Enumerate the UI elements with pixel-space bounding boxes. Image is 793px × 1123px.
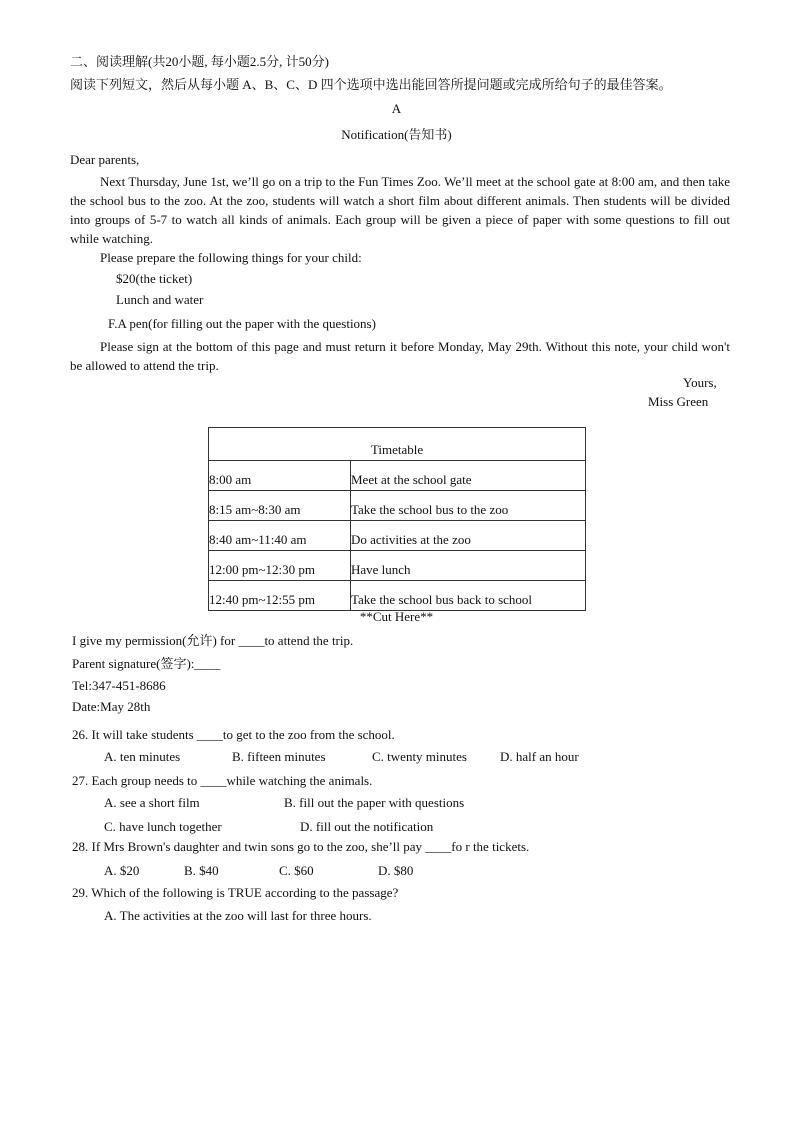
list-item: $20(the ticket) <box>116 271 193 286</box>
passage-label: A <box>391 101 402 116</box>
paragraph-1: Next Thursday, June 1st, we’ll go on a trip to the Fun Times Zoo. We’ll meet at the school gate at 8:00 am, and then take the school bus to the zoo. At the zoo, students will watch a short film about different animals. Then students will be divided into groups of 5-7 to watch all kinds of animals. Each group will be given a piece of paper with some questions to fill out while watching. <box>70 174 730 246</box>
salutation: Dear parents, <box>70 152 140 167</box>
question-stem: 29. Which of the following is TRUE according to the passage? <box>72 885 399 900</box>
table-row <box>209 491 586 521</box>
list-item: F.A pen(for filling out the paper with the questions) <box>108 316 376 331</box>
closing: Yours, <box>683 375 717 390</box>
option: C. $60 <box>279 863 314 878</box>
timetable <box>208 427 586 611</box>
paragraph-2: Please sign at the bottom of this page and must return it before Monday, May 29th. Without this note, your child won't be allowed to attend the trip. <box>70 339 730 373</box>
list-item: Lunch and water <box>116 292 204 307</box>
question-stem: 27. Each group needs to ____while watching the animals. <box>72 773 373 788</box>
option: D. $80 <box>378 863 414 878</box>
section-heading: 二、阅读理解(共20小题, 每小题2.5分, 计50分) <box>70 54 329 69</box>
question-stem: 28. If Mrs Brown's daughter and twin sons go to the zoo, she’ll pay ____fo r the tickets. <box>72 839 530 854</box>
option: C. have lunch together <box>104 819 222 834</box>
prepare-line: Please prepare the following things for your child: <box>100 250 362 265</box>
option: D. half an hour <box>500 749 579 764</box>
option: B. fill out the paper with questions <box>284 795 465 810</box>
activity-cell: Take the school bus back to school <box>351 581 586 611</box>
notice-title: Notification(告知书) <box>341 127 452 142</box>
timetable-title: Timetable <box>209 428 586 461</box>
option: D. fill out the notification <box>300 819 434 834</box>
option: A. ten minutes <box>104 749 181 764</box>
time-cell: 12:00 pm~12:30 pm <box>209 551 351 581</box>
parent-signature: Parent signature(签字):____ <box>72 656 221 671</box>
option: A. $20 <box>104 863 140 878</box>
table-row <box>209 461 586 491</box>
activity-cell: Have lunch <box>351 551 586 581</box>
time-cell: 8:15 am~8:30 am <box>209 491 351 521</box>
time-cell: 12:40 pm~12:55 pm <box>209 581 351 611</box>
option: B. $40 <box>184 863 219 878</box>
option: A. The activities at the zoo will last for three hours. <box>104 908 372 923</box>
question-stem: 26. It will take students ____to get to the zoo from the school. <box>72 727 395 742</box>
time-cell: 8:00 am <box>209 461 351 491</box>
activity-cell: Meet at the school gate <box>351 461 586 491</box>
option: A. see a short film <box>104 795 200 810</box>
permission-line: I give my permission(允许) for ____to attend the trip. <box>72 633 354 648</box>
table-row <box>209 521 586 551</box>
table-row <box>209 581 586 611</box>
tel: Tel:347-451-8686 <box>72 678 166 693</box>
table-row <box>209 551 586 581</box>
signature: Miss Green <box>648 394 709 409</box>
cut-here: **Cut Here** <box>359 609 434 624</box>
date: Date:May 28th <box>72 699 151 714</box>
option: B. fifteen minutes <box>232 749 326 764</box>
instructions: 阅读下列短文，然后从每小题 A、B、C、D 四个选项中选出能回答所提问题或完成所给句子的最佳答案。 <box>70 77 672 92</box>
activity-cell: Take the school bus to the zoo <box>351 491 586 521</box>
option: C. twenty minutes <box>372 749 467 764</box>
time-cell: 8:40 am~11:40 am <box>209 521 351 551</box>
activity-cell: Do activities at the zoo <box>351 521 586 551</box>
